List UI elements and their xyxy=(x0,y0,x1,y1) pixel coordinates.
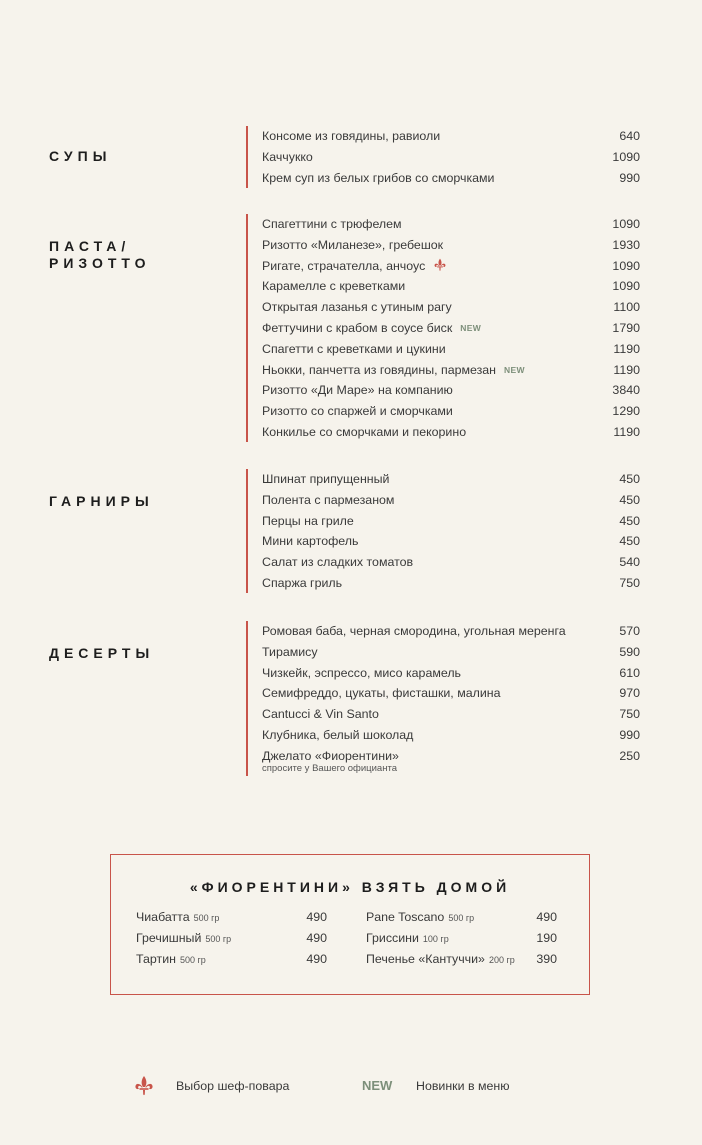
menu-item-name xyxy=(262,339,446,360)
menu-item xyxy=(262,297,640,318)
menu-item-label: Открытая лазанья с утиным рагу xyxy=(262,300,452,315)
menu-item-label: Спаржа гриль xyxy=(262,575,343,590)
menu-item-name xyxy=(262,318,481,339)
menu-item-label: Консоме из говядины, равиоли xyxy=(262,129,441,143)
menu-item-price: 1790 xyxy=(612,320,640,335)
menu-item xyxy=(262,401,640,422)
menu-item-label: Феттучини с крабом в соусе биск xyxy=(262,320,453,335)
new-badge: NEW xyxy=(460,322,482,333)
take-home-item-price: 490 xyxy=(536,910,557,924)
take-home-item-label: Чиабатта xyxy=(136,910,190,924)
menu-item-label: Cantucci & Vin Santo xyxy=(262,707,379,722)
menu-item-label: Ризотто «Миланезе», гребешок xyxy=(262,237,444,252)
menu-item xyxy=(262,469,640,490)
menu-item-price: 1290 xyxy=(612,404,640,419)
take-home-item xyxy=(136,928,327,949)
menu-item-name xyxy=(262,725,413,746)
take-home-left-column xyxy=(136,907,327,970)
menu-item-name xyxy=(262,621,566,642)
menu-item-label: Клубника, белый шоколад xyxy=(262,727,414,742)
menu-item-name xyxy=(262,422,466,443)
menu-item-name xyxy=(262,490,394,511)
menu-item xyxy=(262,318,640,339)
menu-item-price: 1090 xyxy=(612,149,640,164)
section-title-sides: ГАРНИРЫ xyxy=(49,493,154,509)
menu-item-name xyxy=(262,552,413,573)
menu-item-price: 3840 xyxy=(612,383,640,398)
take-home-item xyxy=(366,907,557,928)
menu-items-desserts xyxy=(262,621,640,775)
take-home-item-price: 490 xyxy=(306,910,327,924)
menu-item-label: Джелато «Фиорентини» xyxy=(262,748,399,763)
menu-item-name xyxy=(262,573,342,594)
menu-item-price: 610 xyxy=(619,665,640,680)
take-home-item-weight: 500 гр xyxy=(193,913,220,923)
menu-item-name xyxy=(262,276,405,297)
menu-item-price: 1090 xyxy=(612,258,640,273)
menu-item-label: Салат из сладких томатов xyxy=(262,555,414,570)
take-home-item-price: 490 xyxy=(306,952,327,966)
menu-item xyxy=(262,380,640,401)
menu-item-label: Полента с пармезаном xyxy=(262,492,395,507)
menu-item xyxy=(262,214,640,235)
take-home-item-name xyxy=(366,907,474,929)
section-divider xyxy=(246,621,248,776)
fleur-de-lis-icon xyxy=(133,1075,155,1100)
menu-item xyxy=(262,126,640,147)
menu-item-name xyxy=(262,704,379,725)
menu-item-label: Конкилье со сморчками и пекорино xyxy=(262,424,467,439)
menu-items-soups xyxy=(262,126,640,188)
menu-item-price: 540 xyxy=(619,555,640,570)
menu-item-price: 1190 xyxy=(613,362,640,377)
menu-item xyxy=(262,552,640,573)
menu-item xyxy=(262,511,640,532)
take-home-item xyxy=(136,949,327,970)
menu-item-price: 1190 xyxy=(613,424,640,439)
take-home-item xyxy=(136,907,327,928)
menu-item-price: 1190 xyxy=(613,341,640,356)
section-divider xyxy=(246,126,248,188)
menu-item xyxy=(262,683,640,704)
menu-item-label: Спагеттини с трюфелем xyxy=(262,217,402,231)
menu-item-label: Ризотто «Ди Маре» на компанию xyxy=(262,383,453,398)
take-home-box xyxy=(110,854,590,995)
take-home-right-column xyxy=(366,907,557,970)
menu-item-name xyxy=(262,297,452,318)
take-home-item xyxy=(366,949,557,970)
menu-item xyxy=(262,256,640,277)
menu-item xyxy=(262,235,640,256)
menu-item xyxy=(262,725,640,746)
menu-item xyxy=(262,621,640,642)
menu-item-name xyxy=(262,235,443,256)
menu-item xyxy=(262,642,640,663)
menu-item xyxy=(262,168,640,189)
menu-item-price: 450 xyxy=(619,492,640,507)
take-home-item-label: Печенье «Кантуччи» xyxy=(366,952,485,966)
menu-items-pasta xyxy=(262,214,640,443)
menu-item-name xyxy=(262,469,389,490)
menu-item xyxy=(262,704,640,725)
menu-item-label: Тирамису xyxy=(262,644,318,659)
menu-item-price: 1930 xyxy=(612,237,640,252)
section-divider xyxy=(246,469,248,593)
menu-item-name xyxy=(262,126,440,147)
menu-item-price: 1100 xyxy=(613,300,640,315)
menu-item xyxy=(262,490,640,511)
menu-item-price: 640 xyxy=(619,129,640,143)
menu-item-price: 750 xyxy=(619,575,640,590)
menu-item-name xyxy=(262,147,313,168)
section-title-pasta: ПАСТА/ РИЗОТТО xyxy=(49,238,151,271)
menu-item xyxy=(262,663,640,684)
menu-item-label: Перцы на гриле xyxy=(262,513,354,528)
legend-new-badge: NEW xyxy=(362,1078,393,1093)
menu-item-name xyxy=(262,663,461,684)
menu-item-name xyxy=(262,214,402,235)
menu-item-label: Ромовая баба, черная смородина, угольная меренга xyxy=(262,624,566,638)
menu-item-label: Семифреддо, цукаты, фисташки, малина xyxy=(262,686,501,701)
menu-item-name xyxy=(262,168,494,189)
menu-item-price: 570 xyxy=(619,624,640,638)
menu-item-price: 970 xyxy=(619,686,640,701)
menu-item-name xyxy=(262,746,399,767)
menu-item-price: 1090 xyxy=(612,217,640,231)
menu-item-label: Ригате, страчателла, анчоус xyxy=(262,258,426,273)
menu-item-price: 750 xyxy=(619,707,640,722)
menu-item-name xyxy=(262,380,453,401)
take-home-item-name xyxy=(136,907,219,929)
take-home-item-name xyxy=(136,928,231,950)
menu-item-name xyxy=(262,642,318,663)
section-divider xyxy=(246,214,248,442)
take-home-item-name xyxy=(366,949,515,971)
menu-item xyxy=(262,422,640,443)
menu-item-note: спросите у Вашего официанта xyxy=(262,762,397,774)
legend-chef-choice-text: Выбор шеф-повара xyxy=(176,1079,290,1093)
take-home-item-weight: 500 гр xyxy=(179,955,206,965)
menu-item-name xyxy=(262,360,525,381)
fleur-de-lis-icon xyxy=(433,258,447,279)
take-home-title: «ФИОРЕНТИНИ» ВЗЯТЬ ДОМОЙ xyxy=(189,879,511,895)
take-home-item xyxy=(366,928,557,949)
take-home-item-price: 390 xyxy=(536,952,557,966)
menu-item-name xyxy=(262,401,453,422)
menu-item-name xyxy=(262,256,447,279)
menu-items-sides xyxy=(262,469,640,594)
take-home-item-weight: 500 гр xyxy=(448,913,475,923)
new-badge: NEW xyxy=(504,364,525,375)
menu-item-price: 990 xyxy=(619,170,640,185)
menu-item-label: Ньокки, панчетта из говядины, пармезан xyxy=(262,362,497,377)
section-title-soups: СУПЫ xyxy=(49,148,112,164)
menu-item-label: Ризотто со спаржей и сморчками xyxy=(262,404,453,419)
menu-item-label: Мини картофель xyxy=(262,534,359,549)
menu-item xyxy=(262,339,640,360)
menu-item-price: 250 xyxy=(619,748,640,763)
menu-item-label: Спагетти с креветками и цукини xyxy=(262,341,446,356)
menu-item-name xyxy=(262,683,501,704)
menu-item-name xyxy=(262,511,354,532)
menu-item-price: 450 xyxy=(619,513,640,528)
menu-item-label: Шпинат припущенный xyxy=(262,472,390,486)
section-title-desserts: ДЕСЕРТЫ xyxy=(49,645,155,661)
menu-item xyxy=(262,276,640,297)
menu-item xyxy=(262,746,640,767)
take-home-item-label: Гриссини xyxy=(366,931,419,945)
take-home-item-price: 190 xyxy=(536,931,557,945)
menu-item-price: 450 xyxy=(619,472,640,486)
take-home-item-price: 490 xyxy=(306,931,327,945)
menu-item-price: 590 xyxy=(619,644,640,659)
menu-item xyxy=(262,531,640,552)
menu-item xyxy=(262,360,640,381)
menu-item-label: Каччукко xyxy=(262,149,313,164)
menu-item xyxy=(262,573,640,594)
menu-item xyxy=(262,147,640,168)
take-home-item-weight: 200 гр xyxy=(488,955,515,965)
menu-item-name xyxy=(262,531,358,552)
menu-item-price: 990 xyxy=(619,727,640,742)
take-home-item-label: Гречишный xyxy=(136,931,202,945)
legend xyxy=(0,1074,702,1098)
menu-item-label: Карамелле с креветками xyxy=(262,279,406,294)
take-home-item-weight: 500 гр xyxy=(205,934,232,944)
take-home-item-name xyxy=(136,949,206,971)
take-home-item-label: Тартин xyxy=(136,952,176,966)
menu-item-price: 450 xyxy=(619,534,640,549)
take-home-item-name xyxy=(366,928,449,950)
menu-item-price: 1090 xyxy=(612,279,640,294)
take-home-item-weight: 100 гр xyxy=(422,934,449,944)
legend-new-text: Новинки в меню xyxy=(416,1079,510,1093)
take-home-item-label: Pane Toscano xyxy=(366,910,445,924)
menu-item-label: Крем суп из белых грибов со сморчками xyxy=(262,170,495,185)
menu-item-label: Чизкейк, эспрессо, мисо карамель xyxy=(262,665,462,680)
